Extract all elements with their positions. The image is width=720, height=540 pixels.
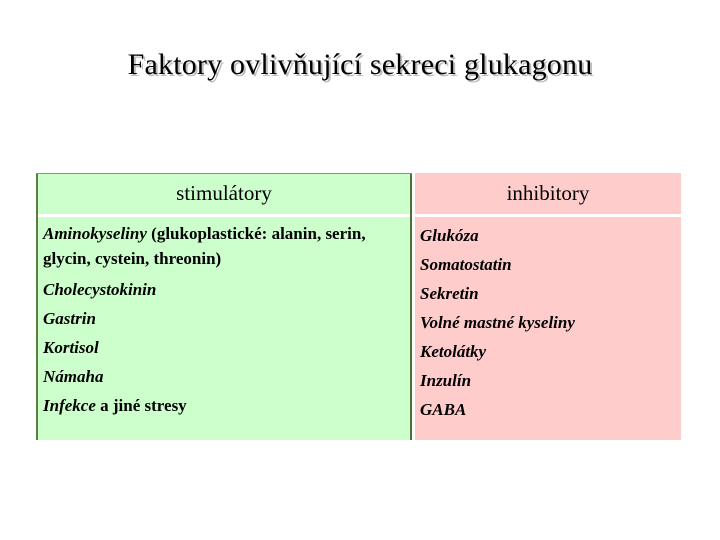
list-item xyxy=(420,279,681,308)
list-item-italic: Aminokyseliny xyxy=(43,224,147,243)
list-item-italic: Somatostatin xyxy=(420,255,512,274)
list-item xyxy=(43,221,412,271)
list-item xyxy=(420,221,681,250)
inhibitory-panel xyxy=(415,173,681,440)
stimulatory-panel xyxy=(36,173,412,440)
list-item xyxy=(43,275,412,304)
list-item-italic: Ketolátky xyxy=(420,342,487,361)
stimulatory-right-border xyxy=(410,173,412,440)
list-item-italic: Sekretin xyxy=(420,284,479,303)
list-item-italic: Cholecystokinin xyxy=(43,280,157,299)
inhibitory-header: inhibitory xyxy=(415,173,681,217)
list-item xyxy=(420,337,681,366)
list-item xyxy=(420,366,681,395)
list-item xyxy=(420,250,681,279)
list-item-plain: a jiné stresy xyxy=(95,396,187,415)
list-item xyxy=(420,395,681,424)
stimulatory-left-border xyxy=(36,173,38,440)
list-item-italic: GABA xyxy=(420,400,467,419)
list-item-italic: Kortisol xyxy=(43,338,99,357)
list-item-italic: Námaha xyxy=(43,367,104,386)
list-item-italic: Glukóza xyxy=(420,226,479,245)
stimulatory-list xyxy=(36,221,412,420)
list-item xyxy=(43,333,412,362)
list-item-italic: Infekce xyxy=(43,396,96,415)
list-item-plain: (glukoplastické: alanin, serin, glycin, cystein, threonin) xyxy=(43,224,366,268)
list-item-italic: Gastrin xyxy=(43,309,96,328)
list-item-italic: Volné mastné kyseliny xyxy=(420,313,575,332)
inhibitory-list xyxy=(415,221,681,424)
stimulatory-header: stimulátory xyxy=(36,173,412,217)
page-title: Faktory ovlivňující sekreci glukagonu xyxy=(127,48,593,81)
list-item xyxy=(43,362,412,391)
list-item-italic: Inzulín xyxy=(420,371,472,390)
list-item xyxy=(43,304,412,333)
stimulatory-top-border xyxy=(36,173,412,174)
list-item xyxy=(43,391,412,420)
list-item xyxy=(420,308,681,337)
